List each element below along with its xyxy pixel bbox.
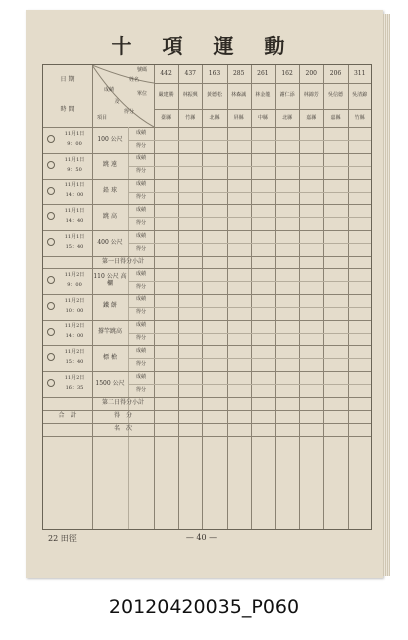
column-divider <box>251 65 252 529</box>
event-name: 鐵 餅 <box>103 302 117 310</box>
half-row-divider <box>128 243 371 244</box>
points-label: 得分 <box>135 194 146 201</box>
event-name: 100 公尺 <box>97 135 123 143</box>
footer-section-label: 22 田徑 <box>48 534 77 543</box>
row-divider <box>43 436 371 437</box>
diag-and-label: 及 <box>114 99 120 106</box>
result-label: 成績 <box>135 322 146 329</box>
event-name: 跳 遠 <box>103 161 117 169</box>
athlete-unit: 北縣 <box>209 115 220 122</box>
column-divider <box>348 65 349 529</box>
half-row-divider <box>128 166 371 167</box>
total-label: 合 計 <box>58 412 77 420</box>
page-title: 十 項 運 動 <box>111 34 297 58</box>
result-label: 成績 <box>135 207 146 214</box>
athlete-number: 285 <box>232 69 245 77</box>
event-time: 14：00 <box>65 333 84 340</box>
event-time: 14：40 <box>65 218 84 225</box>
athlete-unit: 中縣 <box>257 115 268 122</box>
event-date: 11月2日 <box>64 297 85 304</box>
result-label: 成績 <box>135 129 146 136</box>
column-divider <box>202 65 203 529</box>
points-label: 得分 <box>135 360 146 367</box>
points-label: 得分 <box>135 219 146 226</box>
page-edge <box>383 14 390 576</box>
athlete-number: 261 <box>257 69 269 77</box>
athlete-name: 嚴建勝 <box>158 92 174 99</box>
event-time: 10：00 <box>65 307 84 314</box>
athlete-name: 林金龍 <box>255 92 271 99</box>
points-label: 得分 <box>135 335 146 342</box>
half-row-divider <box>128 192 371 193</box>
athlete-number: 200 <box>305 69 317 77</box>
event-name: 跳 高 <box>103 212 117 220</box>
image-caption: 20120420035_P060 <box>108 596 300 618</box>
points-label: 得分 <box>135 309 146 316</box>
event-time: 9：50 <box>67 166 82 173</box>
event-date: 11月1日 <box>64 233 85 240</box>
time-header: 時 間 <box>60 105 75 113</box>
points-label: 得分 <box>135 283 146 290</box>
column-divider <box>299 65 300 529</box>
subtotal-day2: 第二日得分小計 <box>101 399 144 407</box>
event-name: 鉛 球 <box>103 187 117 195</box>
athlete-number: 442 <box>160 69 172 77</box>
points-label: 得分 <box>135 386 146 393</box>
event-date: 11月1日 <box>64 130 85 137</box>
event-name: 撐竿跳高 <box>97 328 122 336</box>
athlete-name: 黃德松 <box>206 92 222 99</box>
athlete-number: 163 <box>208 69 221 77</box>
diag-unit-label: 單位 <box>136 91 147 98</box>
event-time: 15：40 <box>65 359 84 366</box>
athlete-unit: 臺縣 <box>161 115 172 122</box>
athlete-number: 162 <box>281 69 293 77</box>
event-date: 11月1日 <box>64 156 85 163</box>
athlete-unit: 竹縣 <box>185 115 196 122</box>
athlete-unit: 嘉縣 <box>306 115 317 122</box>
total-points-label: 得 分 <box>113 412 132 420</box>
event-date: 11月2日 <box>64 374 85 381</box>
half-row-divider <box>128 217 371 218</box>
event-marker-icon <box>47 135 55 143</box>
points-label: 得分 <box>135 142 146 149</box>
event-time: 9：00 <box>67 281 82 288</box>
athlete-unit: 竹縣 <box>354 115 365 122</box>
result-label: 成績 <box>135 181 146 188</box>
half-row-divider <box>128 333 371 334</box>
athlete-name: 林森誠 <box>231 92 247 99</box>
event-name: 110 公尺 高欄 <box>93 273 127 287</box>
athlete-unit: 嘉縣 <box>330 115 341 122</box>
points-label: 得分 <box>135 168 146 175</box>
subtotal-day1: 第一日得分小計 <box>101 257 144 265</box>
diag-event-label: 項目 <box>96 115 107 122</box>
result-label: 成績 <box>135 270 146 277</box>
column-divider <box>154 65 155 529</box>
event-marker-icon <box>47 187 55 195</box>
date-header: 日 期 <box>60 75 75 83</box>
header-divider <box>154 109 371 110</box>
athlete-name: 吳信德 <box>327 92 343 99</box>
half-row-divider <box>128 307 371 308</box>
athlete-name: 林錦芳 <box>303 92 319 99</box>
result-label: 成績 <box>135 232 146 239</box>
half-row-divider <box>128 384 371 385</box>
athlete-unit: 北縣 <box>282 115 293 122</box>
half-row-divider <box>128 281 371 282</box>
half-row-divider <box>128 358 371 359</box>
athlete-unit: 屏縣 <box>233 115 244 122</box>
result-label: 成績 <box>135 155 146 162</box>
athlete-number: 206 <box>329 69 342 77</box>
athlete-number: 437 <box>184 69 196 77</box>
athlete-name: 吳清錦 <box>352 92 368 99</box>
result-label: 成績 <box>135 373 146 380</box>
diag-name-label: 姓名 <box>128 77 139 84</box>
event-name: 400 公尺 <box>97 238 123 246</box>
event-time: 9：00 <box>67 140 82 147</box>
column-divider <box>178 65 179 529</box>
event-name: 1500 公尺 <box>95 379 125 387</box>
event-marker-icon <box>47 328 55 336</box>
diag-points-label: 得分 <box>123 109 134 116</box>
event-date: 11月1日 <box>64 182 85 189</box>
diag-number-label: 號碼 <box>136 67 147 74</box>
athlete-name: 林振興 <box>182 92 198 99</box>
column-divider <box>275 65 276 529</box>
event-date: 11月1日 <box>64 208 85 215</box>
event-time: 16：35 <box>65 384 84 391</box>
column-divider <box>227 65 228 529</box>
points-label: 得分 <box>135 245 146 252</box>
event-marker-icon <box>47 302 55 310</box>
column-divider <box>323 65 324 529</box>
diag-result-label: 成績 <box>103 87 114 94</box>
page-number: — 40 — <box>185 533 218 542</box>
event-time: 15：40 <box>65 243 84 250</box>
event-date: 11月2日 <box>64 271 85 278</box>
event-marker-icon <box>47 276 55 284</box>
event-name: 標 槍 <box>103 353 117 361</box>
athlete-number: 311 <box>353 69 366 77</box>
event-date: 11月2日 <box>64 323 85 330</box>
event-marker-icon <box>47 161 55 169</box>
rank-label: 名 次 <box>113 425 132 433</box>
header-divider <box>154 83 371 84</box>
athlete-name: 謝仁添 <box>279 92 295 99</box>
event-time: 14：00 <box>65 192 84 199</box>
result-label: 成績 <box>135 348 146 355</box>
event-date: 11月2日 <box>64 349 85 356</box>
half-row-divider <box>128 140 371 141</box>
result-label: 成績 <box>135 296 146 303</box>
